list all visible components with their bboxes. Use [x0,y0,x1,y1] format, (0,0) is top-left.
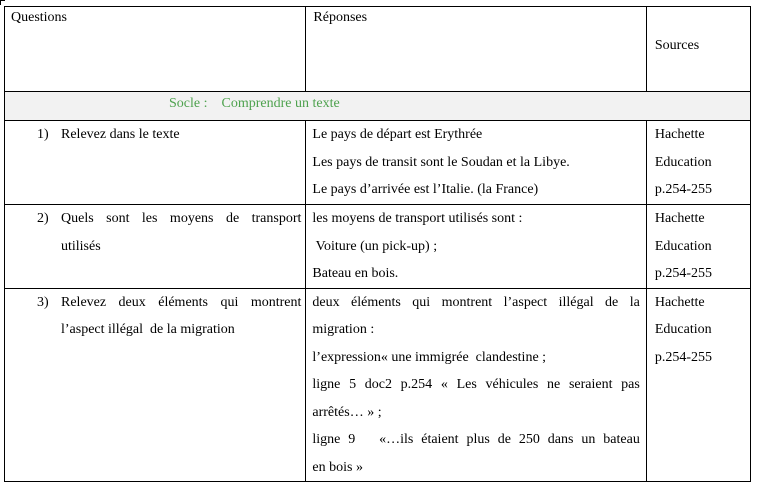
question-number: 1) [37,127,49,142]
question-first-line [37,205,301,233]
source-line: Hachette [654,294,705,310]
answer-line: l’expression« une immigrée clandestine ; [312,349,547,365]
answer-cell [306,121,646,205]
section-title [5,92,751,121]
table-row [5,205,751,289]
question-line: l’aspect illégal de la migration [61,322,235,337]
source-line: p.254-255 [654,182,713,197]
source-cell [646,121,750,205]
question-first-line [37,289,301,317]
header-reponses: Réponses [306,7,646,92]
table-row [5,288,751,482]
source-line: Education [654,322,712,337]
answer-line: Le pays d’arrivée est l’Italie. (la France) [312,182,539,197]
answer-line: en bois » [312,459,363,475]
question-line: Quels sont les moyens de transport [61,211,302,226]
question-cell [5,121,306,205]
answer-line: migration : [312,322,375,337]
answer-cell [306,205,646,289]
socle-title: Comprendre un texte [221,96,340,111]
question-number: 3) [37,294,49,310]
source-line: Hachette [654,127,705,142]
course-table [4,6,751,482]
answer-line: Le pays de départ est Erythrée [312,127,483,142]
header-sources: Sources [646,7,750,92]
answer-line: Voiture (un pick-up) ; [312,238,438,254]
question-number: 2) [37,211,49,226]
header-row [5,7,751,92]
answer-line: arrêtés… » ; [312,404,382,420]
section-band [5,92,751,121]
question-cell [5,205,306,289]
answer-line: les moyens de transport utilisés sont : [312,211,523,226]
answer-line: Les pays de transit sont le Soudan et la Libye. [312,154,570,170]
corner-mark [0,0,5,5]
question-line: Relevez dans le texte [61,127,180,142]
question-cell [5,288,306,482]
table-row [5,121,751,205]
answer-line: Bateau en bois. [312,266,399,281]
answer-line: ligne 5 doc2 p.254 « Les véhicules ne seraient pas [312,377,640,392]
answer-line: ligne 9 «…ils étaient plus de 250 dans un bateau [312,432,640,447]
answer-cell [306,288,646,482]
source-line: Education [654,154,712,170]
header-questions: Questions [5,7,306,92]
question-line: Relevez deux éléments qui montrent [61,294,302,310]
question-line: utilisés [61,238,101,254]
answer-line: deux éléments qui montrent l’aspect illégal de la [312,294,640,310]
source-line: p.254-255 [654,266,713,281]
source-line: Hachette [654,211,705,226]
source-line: p.254-255 [654,349,713,365]
source-line: Education [654,238,712,254]
source-cell [646,205,750,289]
source-cell [646,288,750,482]
socle-label: Socle : [169,96,208,111]
